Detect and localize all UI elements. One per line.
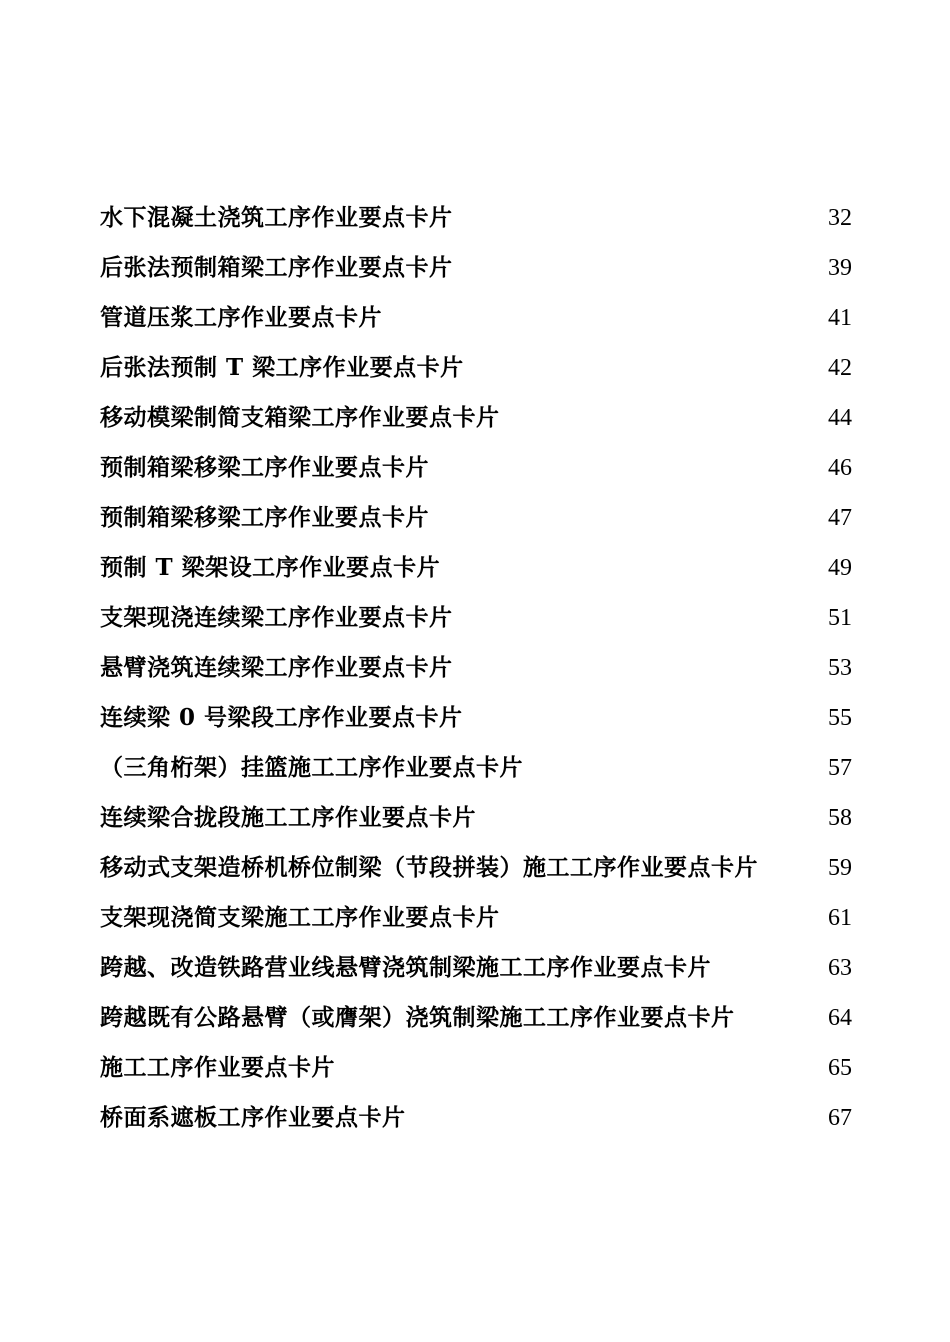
toc-entry[interactable]	[100, 943, 852, 993]
toc-entry[interactable]	[100, 893, 852, 943]
toc-entry-page: 65	[828, 1055, 852, 1081]
toc-entry[interactable]	[100, 293, 852, 343]
toc-entry-title: 移动式支架造桥机桥位制梁（节段拼装）施工工序作业要点卡片	[100, 854, 758, 881]
toc-entry[interactable]	[100, 693, 852, 743]
toc-entry-page: 42	[828, 355, 852, 381]
toc-entry-title: 管道压浆工序作业要点卡片	[100, 304, 382, 331]
toc-entry-page: 64	[828, 1005, 852, 1031]
toc-entry-page: 32	[828, 205, 852, 231]
toc-entry[interactable]	[100, 743, 852, 793]
toc-entry-title: 跨越既有公路悬臂（或膺架）浇筑制梁施工工序作业要点卡片	[100, 1004, 735, 1031]
toc-entry[interactable]	[100, 593, 852, 643]
toc-entry[interactable]	[100, 493, 852, 543]
toc-entry[interactable]	[100, 643, 852, 693]
toc-entry-page: 44	[828, 405, 852, 431]
toc-entry-title: 支架现浇连续梁工序作业要点卡片	[100, 604, 453, 631]
toc-entry-title: 连续梁 0 号梁段工序作业要点卡片	[100, 704, 463, 731]
toc-entry-page: 55	[828, 705, 852, 731]
toc-entry-page: 53	[828, 655, 852, 681]
toc-entry-title: （三角桁架）挂篮施工工序作业要点卡片	[100, 754, 523, 781]
toc-entry-title: 预制箱梁移梁工序作业要点卡片	[100, 504, 429, 531]
toc-entry-page: 59	[828, 855, 852, 881]
toc-entry-title: 后张法预制箱梁工序作业要点卡片	[100, 254, 453, 281]
toc-entry-title: 水下混凝土浇筑工序作业要点卡片	[100, 204, 453, 231]
toc-entry-page: 67	[828, 1105, 852, 1131]
toc-entry-page: 49	[828, 555, 852, 581]
toc-entry-page: 39	[828, 255, 852, 281]
toc-entry-page: 63	[828, 955, 852, 981]
toc-entry-title: 支架现浇简支梁施工工序作业要点卡片	[100, 904, 500, 931]
toc-entry-page: 47	[828, 505, 852, 531]
toc-entry-title: 桥面系遮板工序作业要点卡片	[100, 1104, 406, 1131]
toc-entry[interactable]	[100, 393, 852, 443]
toc-entry-title: 预制箱梁移梁工序作业要点卡片	[100, 454, 429, 481]
toc-entry[interactable]	[100, 243, 852, 293]
toc-entry-title: 预制 T 梁架设工序作业要点卡片	[100, 554, 441, 581]
toc-entry-title: 跨越、改造铁路营业线悬臂浇筑制梁施工工序作业要点卡片	[100, 954, 711, 981]
toc-entry-title: 连续梁合拢段施工工序作业要点卡片	[100, 804, 476, 831]
toc-entry[interactable]	[100, 1093, 852, 1143]
toc-entry[interactable]	[100, 793, 852, 843]
toc-entry[interactable]	[100, 443, 852, 493]
toc-entry-page: 41	[828, 305, 852, 331]
toc-entry[interactable]	[100, 993, 852, 1043]
toc-entry-page: 51	[828, 605, 852, 631]
toc-entry[interactable]	[100, 843, 852, 893]
toc-entry-page: 46	[828, 455, 852, 481]
toc-entry-page: 58	[828, 805, 852, 831]
toc-entry[interactable]	[100, 193, 852, 243]
toc-entry[interactable]	[100, 343, 852, 393]
toc-entry-title: 施工工序作业要点卡片	[100, 1054, 335, 1081]
toc-entry-title: 悬臂浇筑连续梁工序作业要点卡片	[100, 654, 453, 681]
toc-entry[interactable]	[100, 1043, 852, 1093]
table-of-contents	[100, 193, 852, 1143]
toc-entry-page: 57	[828, 755, 852, 781]
toc-entry-title: 后张法预制 T 梁工序作业要点卡片	[100, 354, 464, 381]
toc-entry-page: 61	[828, 905, 852, 931]
toc-entry[interactable]	[100, 543, 852, 593]
toc-entry-title: 移动模梁制简支箱梁工序作业要点卡片	[100, 404, 500, 431]
